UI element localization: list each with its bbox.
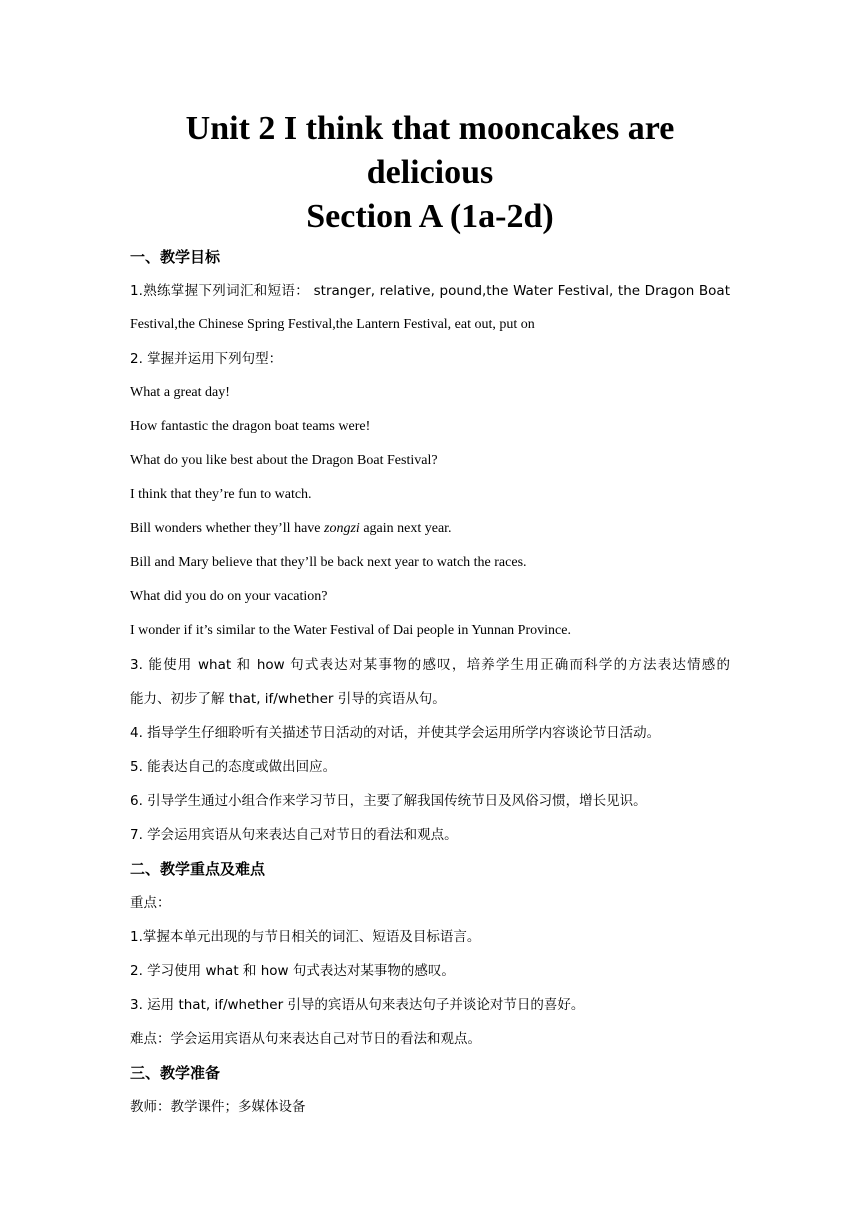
section-heading-preparation: 三、教学准备 [130,1064,221,1082]
objective-6: 6. 引导学生通过小组合作来学习节日，主要了解我国传统节日及风俗习惯，增长见识。 [130,793,647,809]
sentence-2: How fantastic the dragon boat teams were! [130,419,371,434]
key-points-label: 重点： [130,895,171,911]
objective-2: 2. 掌握并运用下列句型： [130,351,283,367]
objective-1-line-1: 1.熟练掌握下列词汇和短语： stranger, relative, pound,the Water Festival, the Dragon Boat [130,283,730,299]
key-point-3: 3. 运用 that, if/whether 引导的宾语从句来表达句子并谈论对节日的喜好。 [130,997,585,1013]
objective-5: 5. 能表达自己的态度或做出回应。 [130,759,337,775]
difficulty-point: 难点：学会运用宾语从句来表达自己对节日的看法和观点。 [130,1031,481,1047]
sentence-6: Bill and Mary believe that they’ll be back next year to watch the races. [130,555,527,570]
sentence-5-end: again next year. [359,521,452,536]
section-heading-objectives: 一、教学目标 [130,248,221,266]
sentence-5 [130,512,730,546]
sentence-8: I wonder if it’s similar to the Water Festival of Dai people in Yunnan Province. [130,623,571,638]
document-body [130,240,730,1124]
objective-1-line-2: Festival,the Chinese Spring Festival,the Lantern Festival, eat out, put on [130,317,535,332]
title-line-1: Unit 2 I think that mooncakes are [185,110,675,147]
sentence-3: What do you like best about the Dragon Boat Festival? [130,453,438,468]
objective-7: 7. 学会运用宾语从句来表达自己对节日的看法和观点。 [130,827,458,843]
sentence-7: What did you do on your vacation? [130,589,328,604]
sentence-5-start: Bill wonders whether they’ll have [130,521,325,536]
key-point-1: 1.掌握本单元出现的与节日相关的词汇、短语及目标语言。 [130,929,481,945]
objective-4: 4. 指导学生仔细聆听有关描述节日活动的对话，并使其学会运用所学内容谈论节日活动。 [130,725,661,741]
sentence-1: What a great day! [130,385,230,400]
key-point-2: 2. 学习使用 what 和 how 句式表达对某事物的感叹。 [130,963,455,979]
sentence-5-italic-word: zongzi [324,521,360,536]
teacher-preparation: 教师：教学课件；多媒体设备 [130,1099,306,1115]
objective-3-line-1: 3. 能使用 what 和 how 句式表达对某事物的感叹，培养学生用正确而科学的方法表达情感的 [130,657,730,673]
document-title [130,107,730,239]
title-line-3: Section A (1a-2d) [306,198,554,235]
objective-3-line-2: 能力、初步了解 that, if/whether 引导的宾语从句。 [130,691,446,707]
section-heading-key-points: 二、教学重点及难点 [130,860,266,878]
title-line-2: delicious [366,154,494,191]
sentence-4: I think that they’re fun to watch. [130,487,312,502]
